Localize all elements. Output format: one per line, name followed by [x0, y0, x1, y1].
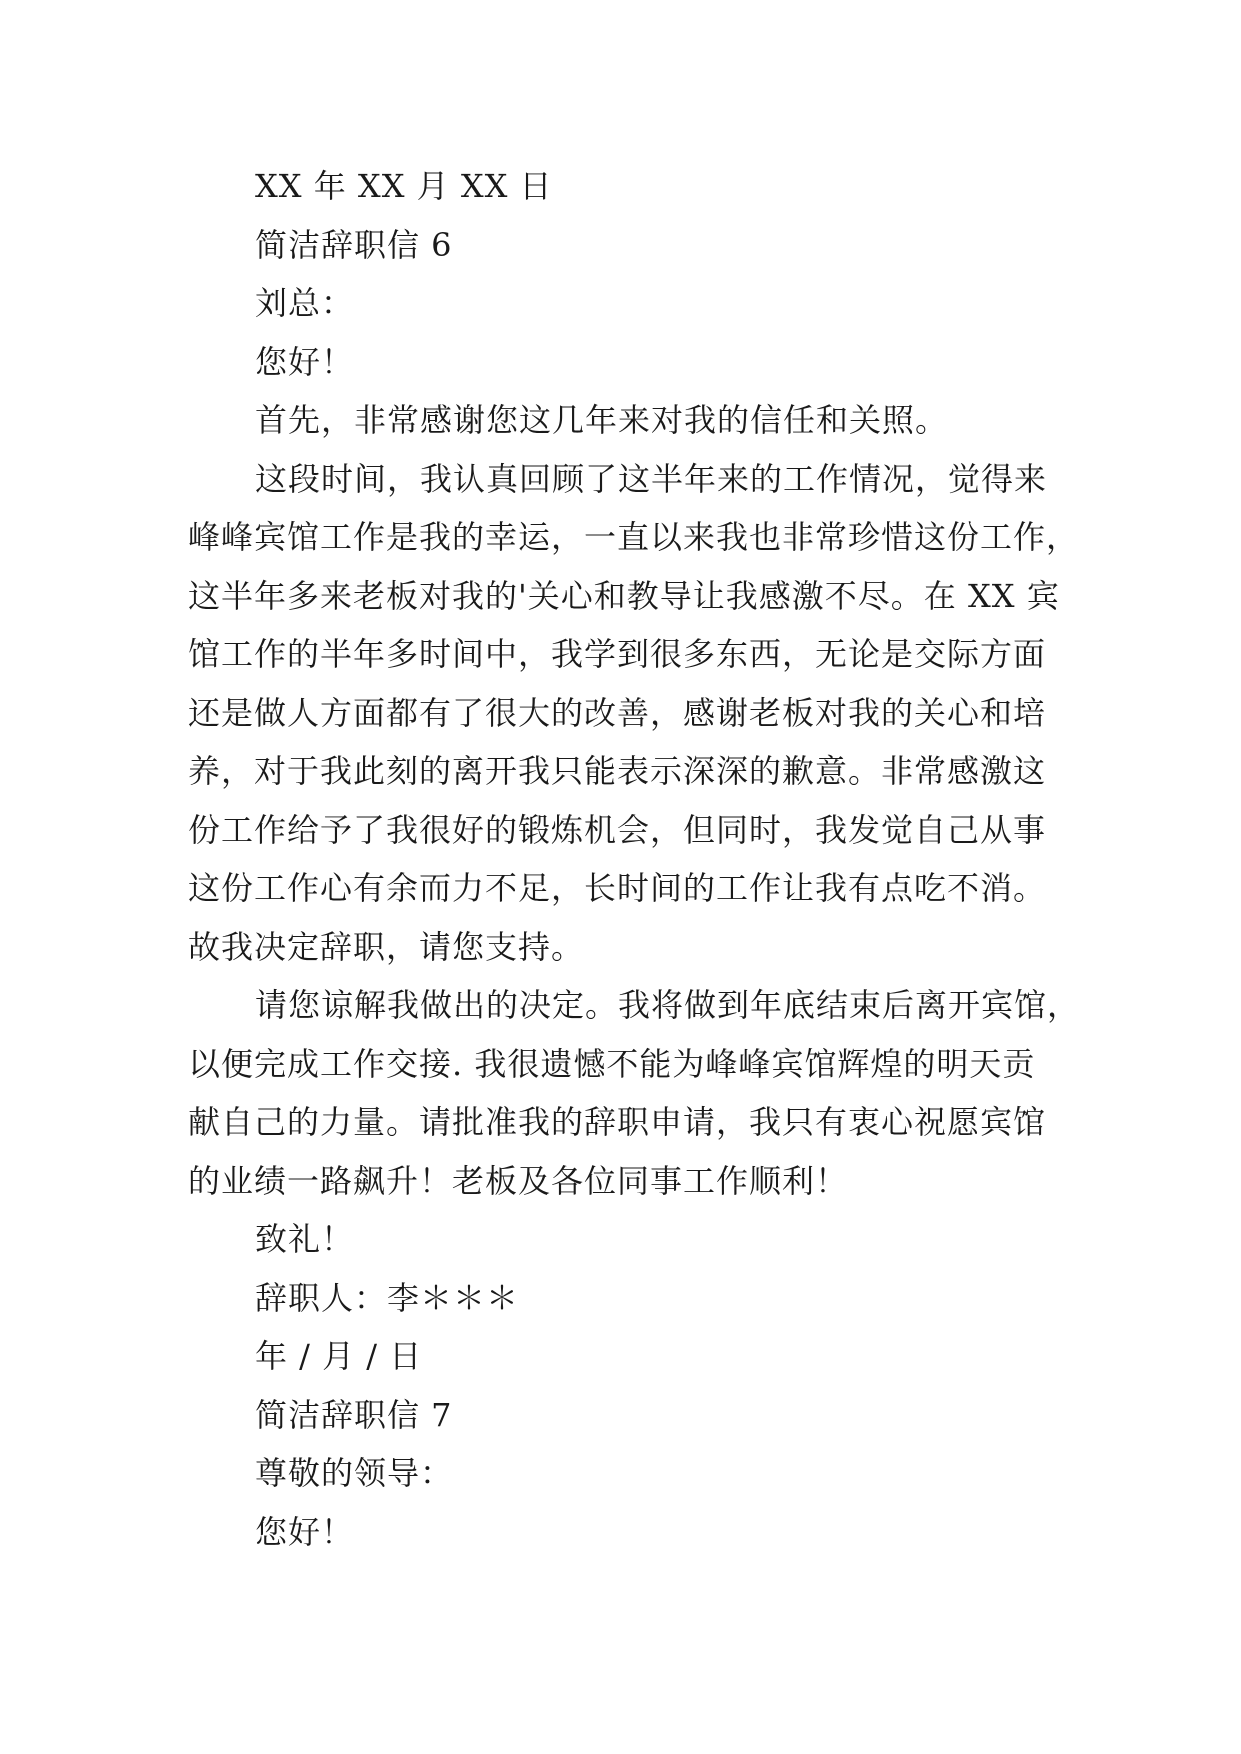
letter-title: 简洁辞职信 6 [255, 226, 453, 264]
paragraph-line: 故我决定辞职，请您支持。 [188, 928, 585, 966]
closing: 致礼！ [255, 1220, 355, 1258]
paragraph-line: 的业绩一路飙升！老板及各位同事工作顺利！ [188, 1162, 849, 1200]
letter-title: 简洁辞职信 7 [255, 1396, 453, 1434]
paragraph-line: 这半年多来老板对我的'关心和教导让我感激不尽。在 XX 宾 [188, 577, 1060, 615]
date-line: XX 年 XX 月 XX 日 [255, 167, 553, 205]
paragraph-line: 献自己的力量。请批准我的辞职申请，我只有衷心祝愿宾馆 [188, 1103, 1047, 1141]
paragraph-line: 馆工作的半年多时间中，我学到很多东西，无论是交际方面 [188, 635, 1047, 673]
paragraph-line: 这段时间，我认真回顾了这半年来的工作情况，觉得来 [255, 460, 1048, 498]
salutation: 刘总： [255, 284, 355, 322]
greeting: 您好！ [255, 1513, 355, 1551]
salutation: 尊敬的领导： [255, 1454, 454, 1492]
paragraph-line: 首先，非常感谢您这几年来对我的信任和关照。 [255, 401, 949, 439]
paragraph-line: 还是做人方面都有了很大的改善，感谢老板对我的关心和培 [188, 694, 1047, 732]
paragraph-line: 这份工作心有余而力不足，长时间的工作让我有点吃不消。 [188, 869, 1047, 907]
signature-date: 年 / 月 / 日 [255, 1337, 423, 1375]
greeting: 您好！ [255, 343, 355, 381]
signature-line: 辞职人：李＊＊＊ [255, 1279, 520, 1317]
paragraph-line: 峰峰宾馆工作是我的幸运，一直以来我也非常珍惜这份工作， [188, 518, 1080, 556]
paragraph-line: 请您谅解我做出的决定。我将做到年底结束后离开宾馆， [255, 986, 1081, 1024]
paragraph-line: 份工作给予了我很好的锻炼机会，但同时，我发觉自己从事 [188, 811, 1047, 849]
paragraph-line: 养，对于我此刻的离开我只能表示深深的歉意。非常感激这 [188, 752, 1047, 790]
paragraph-line: 以便完成工作交接. 我很遗憾不能为峰峰宾馆辉煌的明天贡 [188, 1045, 1036, 1083]
